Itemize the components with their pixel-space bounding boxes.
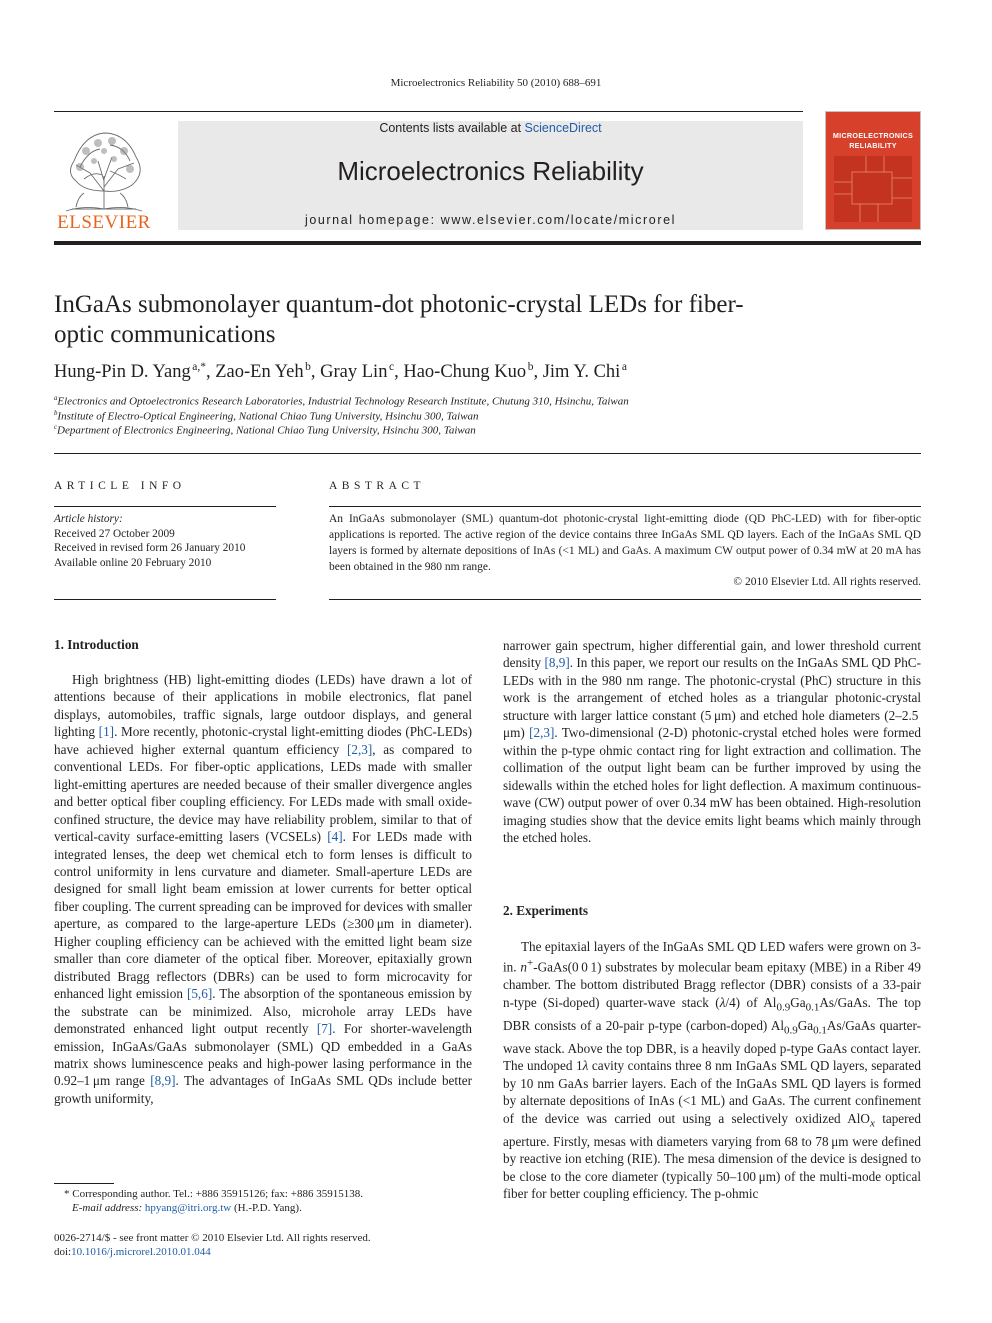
abstract-text: An InGaAs submonolayer (SML) quantum-dot photonic-crystal light-emitting diode (QD PhC-LED) with for fiber-optic applications is reported. The active region of the device contains three InGaAs SML QD layers. Each of the InGaAs SML QD layers is formed by alternate depositions of InAs (<1 ML) and GaAs. A maximum CW output power of 0.34 mW at 20 mA has been obtained in the 980 nm range. (329, 513, 921, 573)
corresponding-author-footnote (54, 1187, 472, 1216)
affiliation-text: Electronics and Optoelectronics Research Laboratories, Industrial Technology Research Institute, Chutung 310, Hsinchu, Taiwan (57, 395, 629, 408)
corresponding-author-line: * Corresponding author. Tel.: +886 35915126; fax: +886 35915138. (64, 1188, 363, 1200)
issn-line: 0026-2714/$ - see front matter © 2010 Elsevier Ltd. All rights reserved. (54, 1232, 371, 1244)
author-name[interactable]: Gray Lin (320, 362, 388, 383)
email-link[interactable]: hpyang@itri.org.tw (144, 1202, 232, 1215)
citation-link[interactable]: [8,9] (150, 1073, 176, 1089)
abstract-copyright: © 2010 Elsevier Ltd. All rights reserved. (733, 576, 921, 588)
article-history (54, 512, 276, 570)
author-name[interactable]: Jim Y. Chi (542, 362, 621, 383)
section-rule (54, 453, 921, 454)
publisher-logo-text: ELSEVIER (57, 212, 151, 233)
section-heading-experiments: 2. Experiments (503, 903, 588, 918)
cover-title: MICROELECTRONICS RELIABILITY (832, 131, 914, 150)
received-date: Received 27 October 2009 (54, 527, 175, 540)
sciencedirect-link[interactable]: ScienceDirect (524, 121, 602, 135)
contents-line (178, 121, 803, 135)
journal-citation: Microelectronics Reliability 50 (2010) 688–691 (390, 77, 602, 89)
author-name[interactable]: Zao-En Yeh (215, 362, 304, 383)
journal-homepage[interactable]: journal homepage: www.elsevier.com/locate/microrel (304, 213, 677, 227)
front-matter-info (54, 1231, 472, 1260)
affiliation (54, 424, 476, 437)
journal-cover-thumbnail (825, 111, 921, 230)
author-name[interactable]: Hao-Chung Kuo (403, 362, 527, 383)
affiliation-marker: c (54, 424, 58, 431)
citation-link[interactable]: [2,3] (529, 725, 555, 741)
introduction-continued-paragraph: narrower gain spectrum, higher differential gain, and lower threshold current density [8,9]. In this paper, we report our results on the InGaAs SML QD PhC-LEDs with in the 980 nm range. The photonic-crystal (PhC) structure in this work is the arrangement of etched holes as a triangular photonic-crystal structure with larger lattice constant (5 μm) and etched hole diameters (2–2.5 μm) [2,3]. Two-dimensional (2-D) photonic-crystal etched holes were formed within the p-type ohmic contact ring for light extraction and collimation. The collimation of the output light beam can be further improved by using the sidewalls within the etched holes for light deflection. A maximum continuous-wave (CW) output power of over 0.34 mW has been obtained. High-resolution imaging studies show that the device emits light beams which mainly through the etched holes. (503, 638, 921, 845)
doi-label: doi: (54, 1246, 72, 1259)
article-info-rule (54, 506, 276, 507)
revised-date: Received in revised form 26 January 2010 (54, 542, 246, 554)
abstract-heading: ABSTRACT (329, 480, 426, 492)
author-affiliation-marker: a (621, 361, 627, 373)
author-affiliation-marker: a,* (192, 361, 206, 373)
email-label: E-mail address: (72, 1202, 143, 1215)
citation-link[interactable]: [5,6] (186, 986, 213, 1002)
citation-link[interactable]: [8,9] (544, 655, 570, 671)
doi-link[interactable]: 10.1016/j.microrel.2010.01.044 (71, 1246, 211, 1259)
article-info-heading: ARTICLE INFO (54, 480, 186, 492)
affiliation (54, 410, 479, 423)
abstract-rule (329, 599, 921, 600)
introduction-paragraph: High brightness (HB) light-emitting diodes (LEDs) have drawn a lot of attentions because of their applications in mobile electronics, flat panel displays, automobiles, traffic signals, large outdoor displays, and general lighting [1]. More recently, photonic-crystal light-emitting diodes (PhC-LEDs) have achieved higher external quantum efficiency [2,3], as compared to conventional LEDs. For fiber-optic applications, LEDs made with smaller light-emitting apertures are needed because of their smaller divergence angles and better optical fiber coupling efficiency. For LEDs made with small oxide-confined structure, the device may have reliability problem, similar to that of vertical-cavity surface-emitting lasers (VCSELs) [4]. For LEDs made with integrated lenses, the deep wet chemical etch to form lenses is difficult to control uniformity in lens curvature and diameter. Small-aperture LEDs are designed for small light beam emission at lower currents for better optical fiber coupling. The current spreading can be improved for devices with smaller aperture, as compared to the large-aperture LEDs (≥300 μm in diameter). Higher coupling efficiency can be achieved with the emitted light beam size smaller than core diameter of the optical fiber. Moreover, epitaxially grown distributed Bragg reflectors (DBRs) can be used to form microcavity for enhanced light emission [5,6]. The absorption of the spontaneous emission by the substrate can be minimized. Also, microhole array LEDs have demonstrated enhanced light output recently [7]. For shorter-wavelength emission, InGaAs/GaAs submonolayer (SML) QD embedded in a GaAs matrix shows luminescence peaks and high-power lasing performance in the 0.92–1 μm range [8,9]. The advantages of InGaAs SML QDs include better growth uniformity, (54, 672, 473, 1106)
history-label: Article history: (54, 513, 123, 525)
article-info-rule (54, 599, 276, 600)
citation-link[interactable]: [4] (327, 829, 343, 845)
affiliation-text: Department of Electronics Engineering, National Chiao Tung University, Hsinchu 300, Taiwan (57, 424, 476, 437)
author-affiliation-marker: b (527, 361, 534, 373)
affiliation-marker: a (54, 395, 58, 402)
author-name[interactable]: Hung-Pin D. Yang (54, 362, 191, 383)
affiliation (54, 395, 629, 408)
abstract-rule (329, 506, 921, 507)
section-heading-introduction: 1. Introduction (54, 637, 139, 652)
cover-circuit-icon (826, 112, 920, 229)
online-date: Available online 20 February 2010 (54, 556, 212, 569)
affiliation-text: Institute of Electro-Optical Engineering, National Chiao Tung University, Hsinchu 300, Taiwan (57, 410, 479, 423)
journal-name: Microelectronics Reliability (337, 156, 644, 186)
footnote-rule (54, 1183, 114, 1184)
citation-link[interactable]: [7] (316, 1021, 333, 1037)
author-affiliation-marker: b (305, 361, 311, 373)
article-title: InGaAs submonolayer quantum-dot photonic-crystal LEDs for fiber-optic communications (54, 291, 744, 348)
author-list: Hung-Pin D. Yang $^{a,*}$, Zao-En Yeh $^b$, Gray Lin $^c$, Hao-Chung Kuo $^b$, Jim Y. Chi $^a$ (54, 361, 627, 383)
experiments-paragraph: The epitaxial layers of the InGaAs SML QD LED wafers were grown on 3-in. n+-GaAs(0 0 1) substrates by molecular beam epitaxy (MBE) in a Riber 49 chamber. The bottom distributed Bragg reflector (DBR) consists of a 33-pair n-type (Si-doped) quarter-wave stack (λ/4) of $Al_{0.9}Ga_{0.1}As$/GaAs. The top DBR consists of a 20-pair p-type (carbon-doped) $Al_{0.9}Ga_{0.1}As$/GaAs quarter-wave stack. Above the top DBR, is a heavily doped p-type GaAs contact layer. The undoped 1λ cavity contains three 8 nm InGaAs SML QD layers, separated by 10 nm GaAs barrier layers. Each of the InGaAs SML QD layers is formed by alternate depositions of InAs (<1 ML) and GaAs. The current confinement of the device was carried out using a selectively oxidized AlO$_x$ tapered aperture. Firstly, mesas with diameters varying from 68 to 78 μm were defined by reactive ion etching (RIE). The mesa dimension of the device is designed to be close to the core diameter (typically 50–100 μm) of the multi-mode optical fiber for better coupling efficiency. The p-ohmic (503, 939, 922, 1202)
header-rule (54, 111, 803, 112)
header-thick-rule (54, 241, 921, 245)
email-suffix: (H.-P.D. Yang). (231, 1202, 302, 1215)
citation-link[interactable]: [1] (98, 724, 115, 740)
author-affiliation-marker: c (389, 361, 395, 373)
affiliation-marker: b (54, 410, 58, 417)
contents-prefix: Contents lists available at (379, 121, 525, 135)
citation-link[interactable]: [2,3] (346, 741, 373, 757)
